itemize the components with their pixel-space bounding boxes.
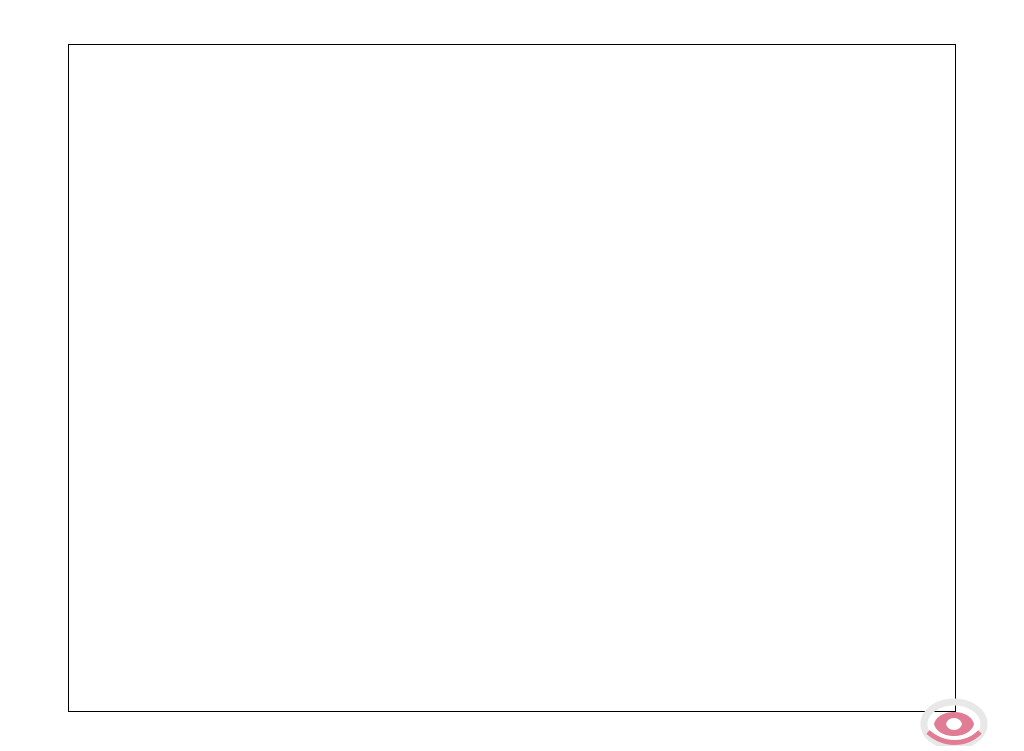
- truckmallparts-logo: [828, 672, 1018, 746]
- parts-grid: [68, 44, 956, 712]
